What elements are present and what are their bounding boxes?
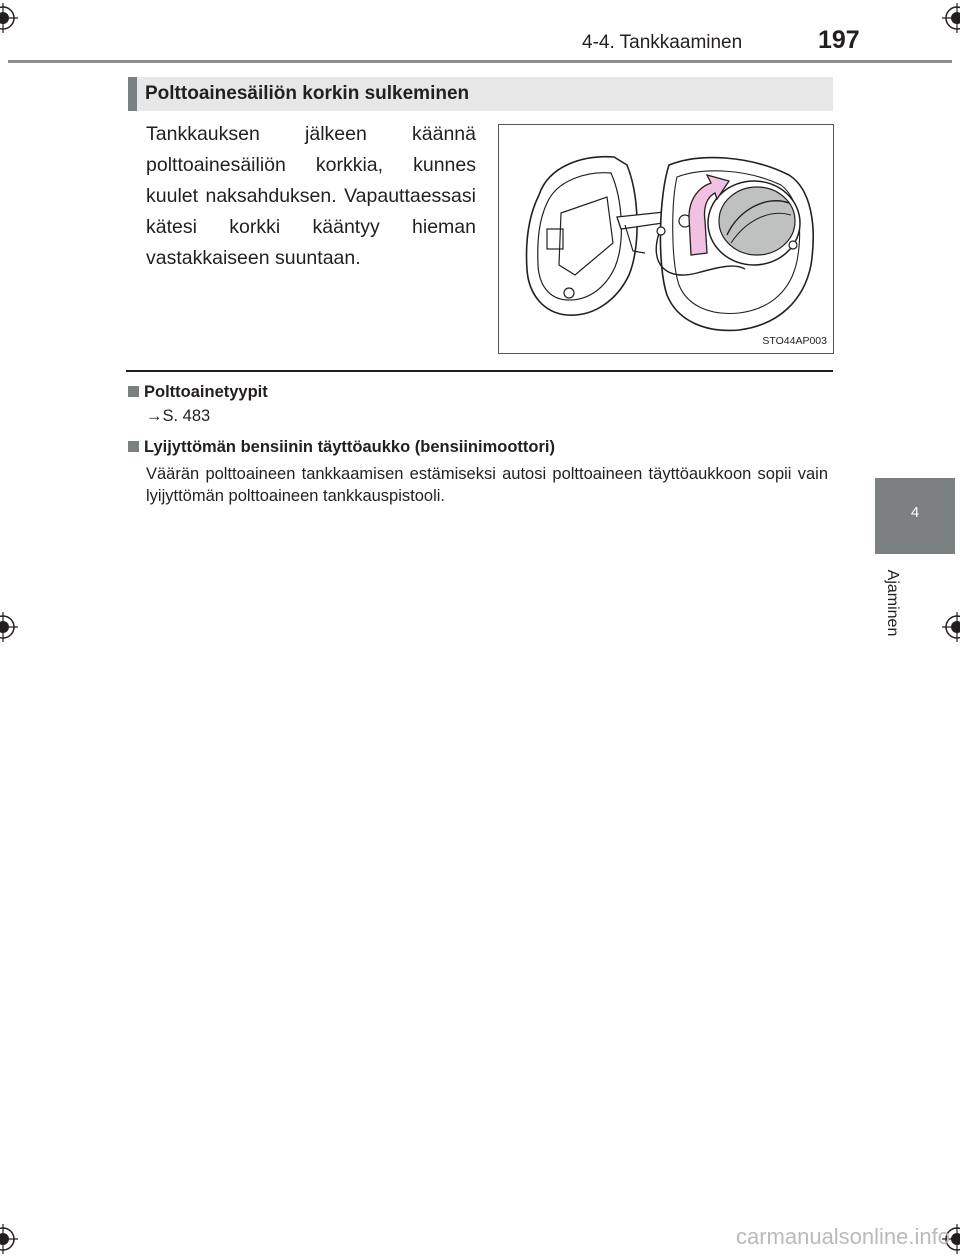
housing-hole: [789, 241, 797, 249]
item-body-unleaded-filler: Väärän polttoaineen tankkaamisen estämiseksi autosi polttoaineen täyttöaukkoon sopii vain lyijyttömän polttoaineen tankkauspistooli.: [146, 465, 828, 505]
registration-mark-bottom-left: [0, 1224, 18, 1254]
bullet-square-icon: [128, 386, 139, 397]
item-heading-text: Polttoainetyypit: [144, 383, 268, 401]
item-heading-text: Lyijyttömän bensiinin täyttöaukko (bensiinimoottori): [144, 438, 555, 456]
watermark: carmanualsonline.info: [735, 1224, 950, 1249]
chapter-tab: [875, 478, 955, 554]
registration-mark-top-left: [0, 3, 18, 33]
registration-mark-top-right: [942, 3, 960, 33]
item-heading-unleaded-filler: [128, 438, 555, 457]
bullet-square-icon: [128, 441, 139, 452]
chapter-label: [880, 562, 904, 644]
section-heading: [128, 77, 833, 111]
figure-code: STO44AP003: [762, 335, 827, 347]
chapter-label-text: Ajaminen: [884, 569, 901, 637]
header-section-title: 4-4. Tankkaaminen: [582, 32, 743, 53]
chapter-tab-number: 4: [910, 504, 920, 521]
fuel-door-outline: [527, 157, 638, 315]
fuel-cap-drawing: [499, 125, 834, 354]
registration-mark-middle-left: [0, 612, 18, 642]
section-title: Polttoainesäiliön korkin sulkeminen: [145, 83, 470, 104]
tether-clip: [657, 227, 665, 235]
item-reference-link[interactable]: →S. 483: [146, 407, 211, 425]
section-divider: [126, 370, 833, 372]
fuel-cap-top: [719, 187, 795, 255]
header-divider: [8, 60, 952, 63]
registration-mark-middle-right: [942, 612, 960, 642]
section-heading-bar: [128, 77, 137, 111]
page-number: 197: [818, 26, 860, 54]
intro-paragraph: Tankkauksen jälkeen käännä polttoainesäiliön korkkia, kunnes kuulet naksahduksen. Vapauttaessasi kätesi korkki kääntyy hieman vastakkaiseen suuntaan.: [146, 123, 476, 269]
item-heading-fuel-types: [128, 383, 268, 402]
fuel-cap-illustration: [498, 124, 834, 354]
